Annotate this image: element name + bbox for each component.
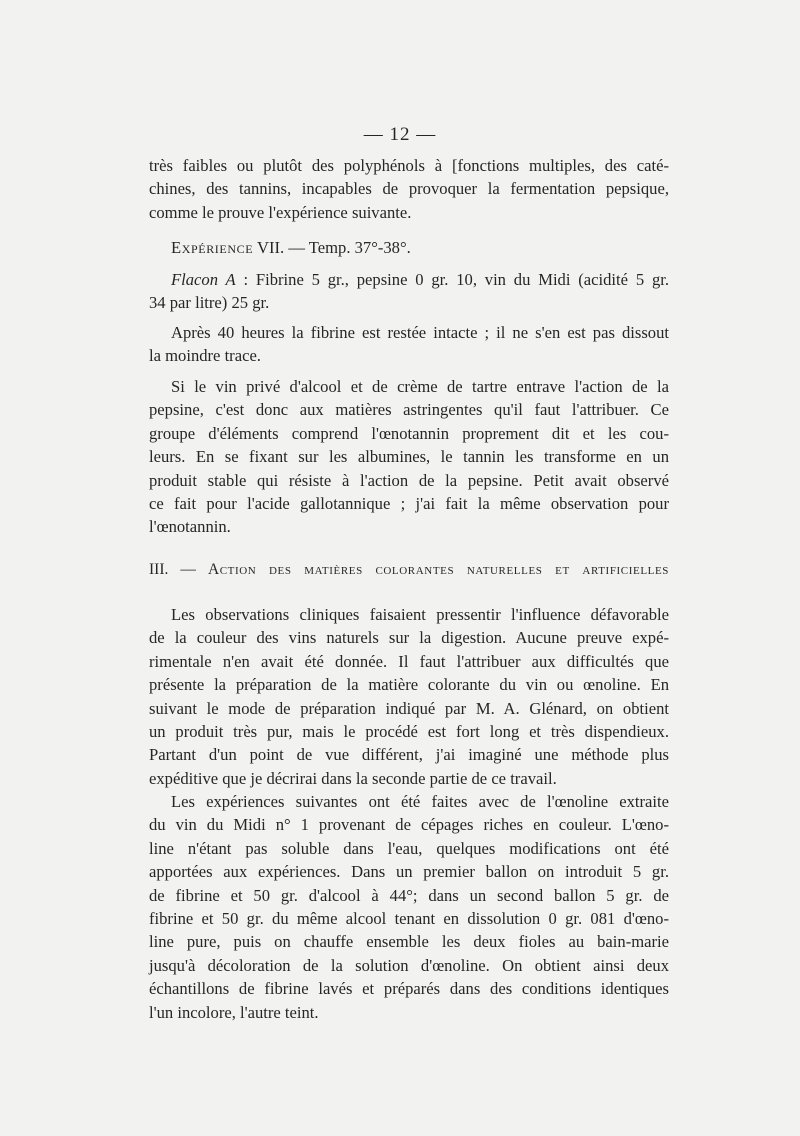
text-line: du vin du Midi n° 1 provenant de cépages riches en couleur. L'œno- [149, 815, 669, 835]
page-number: — 12 — [363, 124, 437, 145]
text-line: comme le prouve l'expérience suivante. [149, 202, 412, 222]
experiment-label: Expérience [171, 238, 254, 257]
flacon-text: : Fibrine 5 gr., pepsine 0 gr. 10, vin du Midi (acidité 5 gr. [235, 270, 669, 289]
text-line [149, 268, 669, 291]
text-line: leurs. En se fixant sur les albumines, le tannin les transforme en un [149, 447, 669, 467]
text-line: Les expériences suivantes ont été faites avec de l'œnoline extraite [171, 792, 669, 811]
text-line: un produit très pur, mais le procédé est fort long et très dispendieux. [149, 722, 669, 742]
text-line: apportées aux expériences. Dans un premier ballon on introduit 5 gr. [149, 862, 669, 882]
text-line: présente la préparation de la matière colorante du vin ou œnoline. En [149, 675, 669, 695]
text-line: Les observations cliniques faisaient pressentir l'influence défavorable [171, 605, 669, 624]
text-line: Après 40 heures la fibrine est restée intacte ; il ne s'en est pas dissout [171, 323, 669, 342]
text-line: de fibrine et 50 gr. d'alcool à 44°; dans un second ballon 5 gr. de [149, 885, 669, 905]
text-line: fibrine et 50 gr. du même alcool tenant en dissolution 0 gr. 081 d'œno- [149, 909, 669, 929]
section-number: III. — [149, 561, 196, 578]
text-line: très faibles ou plutôt des polyphénols à [fonctions multiples, des caté- [149, 156, 669, 175]
text-line: rimentale n'en avait été donnée. Il faut l'attribuer aux difficultés que [149, 651, 669, 671]
flacon-paragraph [149, 268, 669, 315]
text-line: ce fait pour l'acide gallotannique ; j'ai fait la même observation pour [149, 494, 669, 514]
experiment-heading [149, 236, 669, 259]
text-line: l'œnotannin. [149, 517, 231, 537]
paragraph-experiments [149, 790, 669, 1024]
text-line: Si le vin privé d'alcool et de crème de tartre entrave l'action de la [171, 377, 669, 396]
text-line: la moindre trace. [149, 346, 261, 366]
paragraph-observations [149, 603, 669, 790]
text-line: chines, des tannins, incapables de provoquer la fermentation pepsique, [149, 179, 669, 199]
text-line: line pure, puis on chauffe ensemble les deux fioles au bain-marie [149, 932, 669, 952]
text-line: produit stable qui résiste à l'action de la pepsine. Petit avait observé [149, 470, 669, 490]
experiment-title [149, 236, 669, 259]
experiment-title-rest: VII. — Temp. 37°-38°. [257, 238, 411, 257]
paragraph-result [149, 321, 669, 368]
flacon-label: Flacon A [171, 270, 236, 289]
text-line: 34 par litre) 25 gr. [149, 293, 270, 313]
section-title: Action des matières colorantes naturelles et artificielles [207, 561, 669, 578]
text-line: jusqu'à décoloration de la solution d'œnoline. On obtient ainsi deux [149, 955, 669, 975]
text-line: Partant d'un point de vue différent, j'ai imaginé une méthode plus [149, 745, 669, 765]
text-line: expéditive que je décrirai dans la seconde partie de ce travail. [149, 768, 557, 788]
paragraph-continuation [149, 154, 669, 224]
text-line: l'un incolore, l'autre teint. [149, 1002, 319, 1022]
text-line: line n'étant pas soluble dans l'eau, quelques modifications ont été [149, 838, 669, 858]
section-heading [149, 561, 669, 579]
text-line: de la couleur des vins naturels sur la digestion. Aucune preuve expé- [149, 628, 669, 648]
paragraph-tannin [149, 375, 669, 539]
text-line: suivant le mode de préparation indiqué par M. A. Glénard, on obtient [149, 698, 669, 718]
text-line: groupe d'éléments comprend l'œnotannin proprement dit et les cou- [149, 423, 669, 443]
text-line: pepsine, c'est donc aux matières astringentes qu'il faut l'attribuer. Ce [149, 400, 669, 420]
text-line: échantillons de fibrine lavés et préparés dans des conditions identiques [149, 979, 669, 999]
